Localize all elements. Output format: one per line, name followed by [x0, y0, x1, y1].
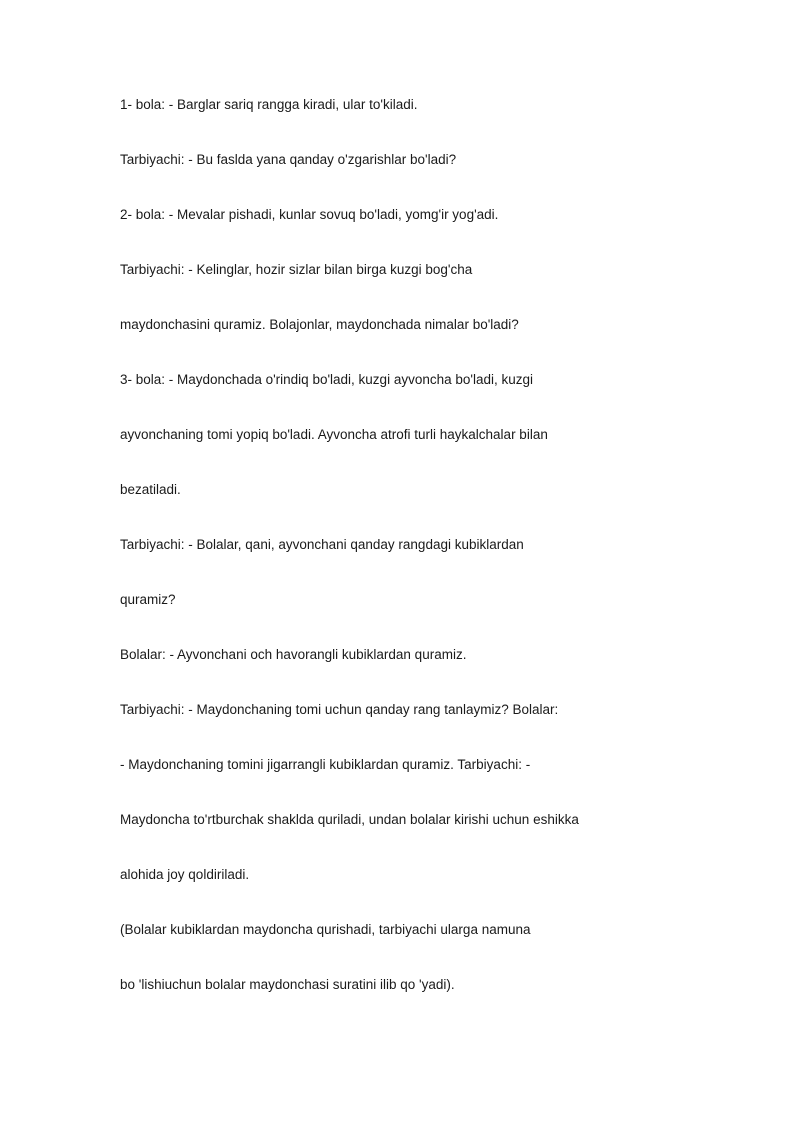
dialogue-line-9: Tarbiyachi: - Bolalar, qani, ayvonchani qanday rangdagi kubiklardan — [120, 537, 524, 552]
dialogue-line-6: 3- bola: - Maydonchada o'rindiq bo'ladi, kuzgi ayvoncha bo'ladi, kuzgi — [120, 372, 533, 387]
dialogue-line-14: Maydoncha to'rtburchak shaklda quriladi, undan bolalar kirishi uchun eshikka — [120, 812, 579, 827]
dialogue-line-5: maydonchasini quramiz. Bolajonlar, maydonchada nimalar bo'ladi? — [120, 317, 519, 332]
dialogue-line-12: Tarbiyachi: - Maydonchaning tomi uchun qanday rang tanlaymiz? Bolalar: — [120, 702, 559, 717]
dialogue-line-2: Tarbiyachi: - Bu faslda yana qanday o'zgarishlar bo'ladi? — [120, 152, 457, 167]
dialogue-line-13: - Maydonchaning tomini jigarrangli kubiklardan quramiz. Tarbiyachi: - — [120, 757, 531, 772]
dialogue-line-8: bezatiladi. — [120, 482, 181, 497]
dialogue-line-15: alohida joy qoldiriladi. — [120, 867, 250, 882]
dialogue-line-10: quramiz? — [120, 592, 176, 607]
dialogue-line-17: bo 'lishiuchun bolalar maydonchasi suratini ilib qo 'yadi). — [120, 977, 455, 992]
dialogue-line-4: Tarbiyachi: - Kelinglar, hozir sizlar bilan birga kuzgi bog'cha — [120, 262, 473, 277]
dialogue-line-16: (Bolalar kubiklardan maydoncha qurishadi, tarbiyachi ularga namuna — [120, 922, 531, 937]
dialogue-line-3: 2- bola: - Mevalar pishadi, kunlar sovuq bo'ladi, yomg'ir yog'adi. — [120, 207, 499, 222]
dialogue-line-11: Bolalar: - Ayvonchani och havorangli kubiklardan quramiz. — [120, 647, 467, 662]
dialogue-line-1: 1- bola: - Barglar sariq rangga kiradi, ular to'kiladi. — [120, 97, 418, 112]
dialogue-line-7: ayvonchaning tomi yopiq bo'ladi. Ayvoncha atrofi turli haykalchalar bilan — [120, 427, 548, 442]
